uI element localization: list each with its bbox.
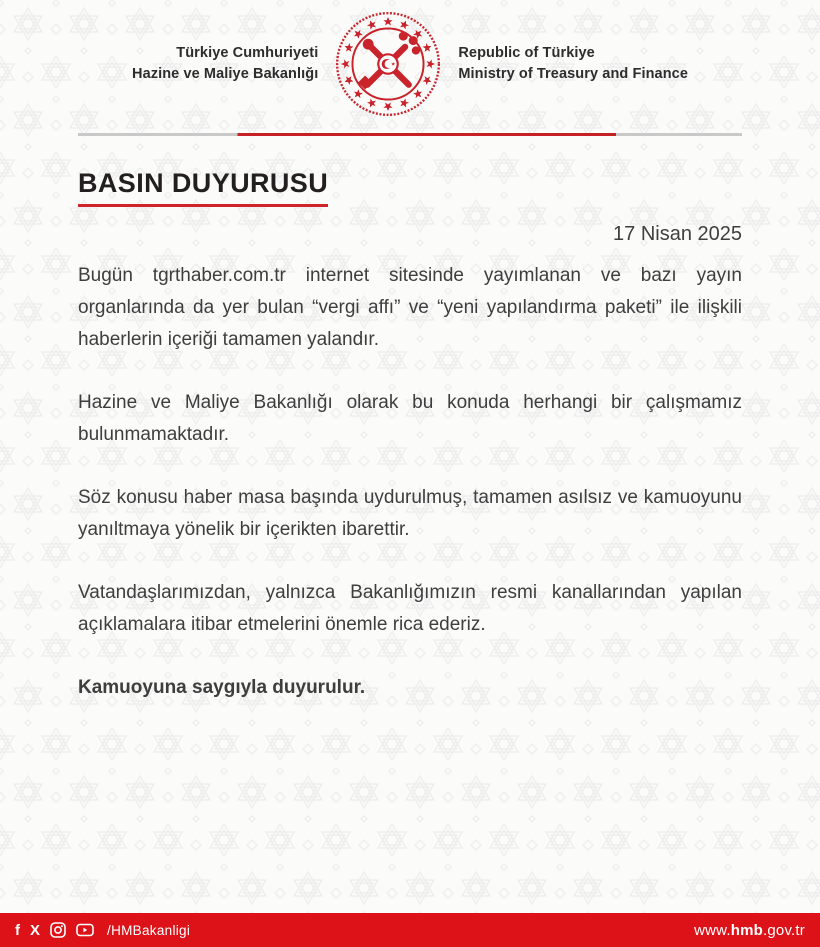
announcement-paragraph: Vatandaşlarımızdan, yalnızca Bakanlığımızın resmi kanallarından yapılan açıklamalara itibar etmelerini önemle rica ederiz.	[78, 582, 742, 635]
page-title: BASIN DUYURUSU	[78, 168, 328, 207]
social-handle[interactable]: /HMBakanligi	[107, 922, 191, 938]
ministry-emblem-icon	[334, 10, 442, 118]
x-icon[interactable]: X	[30, 921, 41, 939]
ministry-name-tr-line1: Türkiye Cumhuriyeti	[176, 44, 319, 61]
ministry-header	[78, 10, 742, 118]
ministry-name-english	[458, 43, 688, 85]
website-suffix: .gov.tr	[763, 921, 805, 939]
facebook-icon[interactable]: f	[15, 921, 20, 939]
announcement-paragraph: Söz konusu haber masa başında uydurulmuş, tamamen asılsız ve kamuoyunu yanıltmaya yönelik bir içerikten ibarettir.	[78, 487, 742, 540]
closing-statement: Kamuoyuna saygıyla duyurulur.	[78, 677, 366, 698]
ministry-name-en-line2: Ministry of Treasury and Finance	[458, 66, 688, 82]
ministry-name-turkish	[132, 43, 318, 85]
website-prefix: www.	[694, 921, 731, 939]
announcement-body	[78, 260, 742, 704]
social-links	[15, 922, 190, 938]
ministry-name-tr-line2: Hazine ve Maliye Bakanlığı	[132, 66, 319, 82]
website-domain: hmb	[730, 921, 764, 939]
announcement-date: 17 Nisan 2025	[613, 223, 742, 245]
footer-bar	[0, 913, 820, 947]
ministry-name-en-line1: Republic of Türkiye	[458, 44, 595, 61]
announcement-paragraph: Bugün tgrthaber.com.tr internet sitesinde yayımlanan ve bazı yayın organlarında da yer bulan “vergi affı” ve “yeni yapılandırma paketi” ile ilişkili haberlerin içeriği tamamen yalandır.	[78, 265, 742, 350]
youtube-icon[interactable]	[76, 922, 94, 938]
announcement-paragraph: Hazine ve Maliye Bakanlığı olarak bu konuda herhangi bir çalışmamız bulunmamaktadır.	[78, 392, 742, 445]
instagram-icon[interactable]	[50, 922, 66, 938]
website-url[interactable]	[694, 922, 805, 939]
